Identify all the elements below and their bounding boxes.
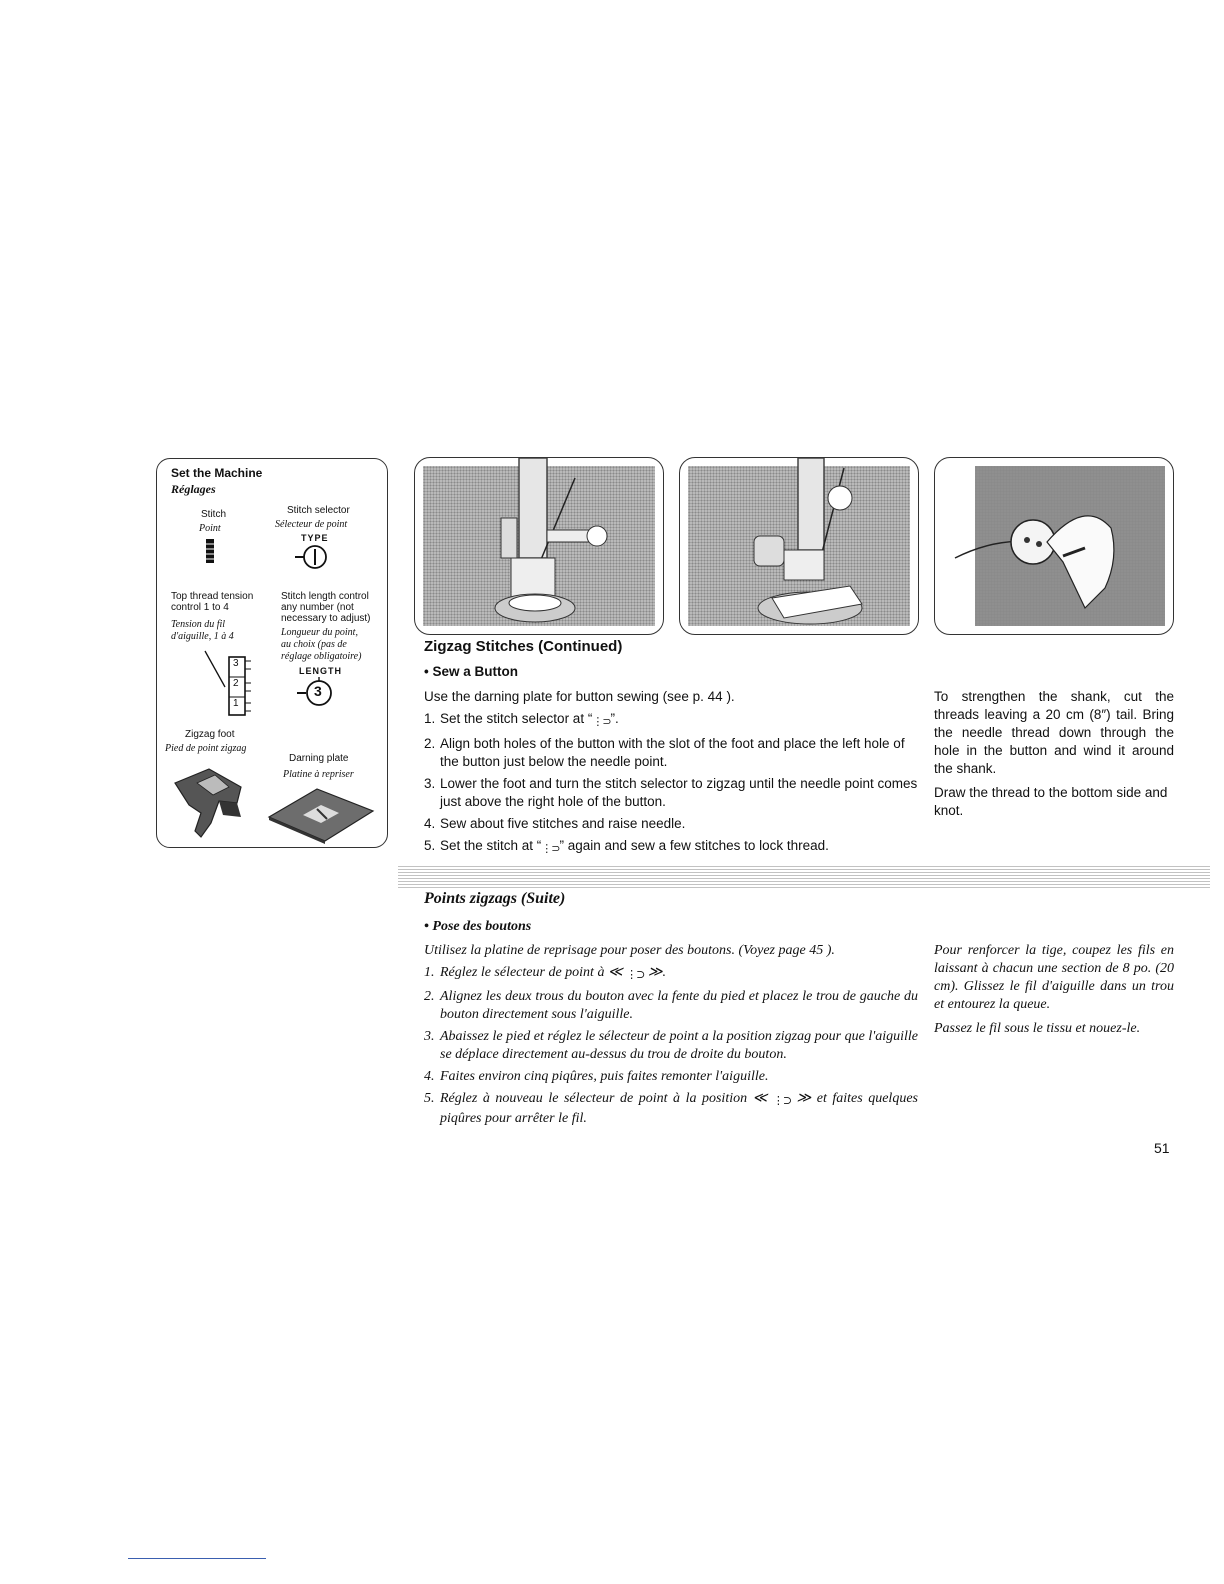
step-number: 4. [424,816,436,831]
english-step [424,775,920,811]
french-subheading: • Pose des boutons [424,919,532,934]
step-text: Sew about five stitches and raise needle. [440,816,686,831]
step-number: 2. [424,989,435,1004]
plate-label: Darning plate [289,753,349,764]
stitch-label: Stitch [201,509,227,520]
step-text: Réglez le sélecteur de point à ≪ [440,965,627,980]
presser-foot-side-illustration [680,458,919,635]
panel-title: Set the Machine [171,466,263,480]
step-text: Set the stitch selector at “ [440,711,593,726]
step-text: Alignez les deux trous du bouton avec la fente du pied et placez le trou de gauche du bouton directement sous l'aiguille. [440,989,918,1022]
step-number: 1. [424,711,436,726]
photo-button-shank [934,457,1174,635]
length-label-fr-1: Longueur du point, [281,627,358,638]
english-step [424,735,920,771]
tension-mark-1: 1 [233,698,239,709]
tension-label-fr-1: Tension du fil [171,619,226,630]
french-steps [424,964,918,1132]
step-number: 5. [424,1091,435,1106]
step-text: ≫. [644,965,666,980]
type-dial-icon [293,543,333,571]
french-step [424,964,918,984]
straight-stitch-icon [203,539,217,563]
step-number: 3. [424,1029,435,1044]
buttonhole-stitch-icon: ⋮⊃ [626,969,645,981]
step-text: ”. [610,711,619,726]
buttonhole-stitch-icon: ⋮⊃ [592,716,611,728]
english-intro: Use the darning plate for button sewing (see p. 44 ). [424,689,735,704]
french-heading: Points zigzags (Suite) [424,890,566,907]
buttonhole-stitch-icon: ⋮⊃ [772,1095,792,1107]
footer-rule [128,1558,266,1559]
photo-foot-side [679,457,919,635]
english-subheading: • Sew a Button [424,664,518,679]
french-shank-knot: Passez le fil sous le tissu et nouez-le. [934,1021,1141,1036]
french-step [424,1090,918,1128]
english-steps [424,710,920,862]
tension-label-2: control 1 to 4 [171,602,229,613]
plate-label-fr: Platine à repriser [283,769,354,780]
step-number: 5. [424,838,436,853]
step-text: Align both holes of the button with the slot of the foot and place the left hole of the button just below the needle point. [440,736,905,769]
tension-label-1: Top thread tension [171,591,254,602]
tension-mark-2: 2 [233,678,239,689]
button-shank-illustration [935,458,1174,635]
english-step [424,837,920,858]
english-heading: Zigzag Stitches (Continued) [424,638,623,655]
step-text: Abaissez le pied et réglez le sélecteur de point a la position zigzag pour que l'aiguille se déplace directement au-dessus du trou de droite du bouton. [440,1029,918,1062]
length-label-2: any number (not [281,602,354,613]
photo-foot-front [414,457,664,635]
step-text: ≫ et faites quelques piqûres pour arrêter le fil. [440,1091,918,1126]
english-step [424,710,920,731]
french-step [424,988,918,1024]
foot-label-fr: Pied de point zigzag [165,743,247,754]
tension-label-fr-2: d'aiguille, 1 à 4 [171,631,234,642]
section-divider [398,866,1210,888]
french-step [424,1068,918,1086]
selector-label: Stitch selector [287,505,350,516]
step-number: 2. [424,736,436,751]
length-title: LENGTH [299,666,342,676]
length-value: 3 [314,683,322,699]
length-label-fr-2: au choix (pas de [281,639,347,650]
english-shank-text: To strengthen the shank, cut the threads leaving a 20 cm (8″) tail. Bring the needle thread down through the hole in the button and wind it around the shank. [934,689,1174,776]
english-step [424,815,920,833]
step-number: 3. [424,776,436,791]
darning-plate-icon [265,785,377,845]
step-number: 4. [424,1069,435,1084]
zigzag-foot-icon [171,761,253,839]
length-label-3: necessary to adjust) [281,613,371,624]
step-text: Faites environ cinq piqûres, puis faites remonter l'aiguille. [440,1069,769,1084]
step-text: ” again and sew a few stitches to lock thread. [559,838,829,853]
french-intro: Utilisez la platine de reprisage pour poser des boutons. (Voyez page 45 ). [424,943,835,958]
step-text: Set the stitch at “ [440,838,542,853]
type-title: TYPE [301,533,329,543]
tension-mark-3: 3 [233,658,239,669]
foot-label: Zigzag foot [185,729,235,740]
step-text: Lower the foot and turn the stitch selector to zigzag until the needle point comes just above the right hole of the button. [440,776,918,809]
presser-foot-illustration [415,458,664,635]
stitch-label-fr: Point [199,523,221,534]
panel-title-fr: Réglages [171,482,216,496]
length-label-1: Stitch length control [281,591,369,602]
set-machine-panel [156,458,388,848]
buttonhole-stitch-icon: ⋮⊃ [541,843,560,855]
page-number: 51 [1154,1140,1170,1156]
selector-label-fr: Sélecteur de point [275,519,348,530]
french-step [424,1028,918,1064]
english-shank-knot: Draw the thread to the bottom side and knot. [934,785,1168,818]
tension-dial-icon [197,649,263,721]
length-label-fr-3: réglage obligatoire) [281,651,362,662]
step-number: 1. [424,965,435,980]
step-text: Réglez à nouveau le sélecteur de point à la position ≪ [440,1091,773,1106]
french-shank-text: Pour renforcer la tige, coupez les fils en laissant à chacun une section de 8 po. (20 cm). Glissez le fil d'aiguille dans un trou et entourez la queue. [934,943,1174,1012]
